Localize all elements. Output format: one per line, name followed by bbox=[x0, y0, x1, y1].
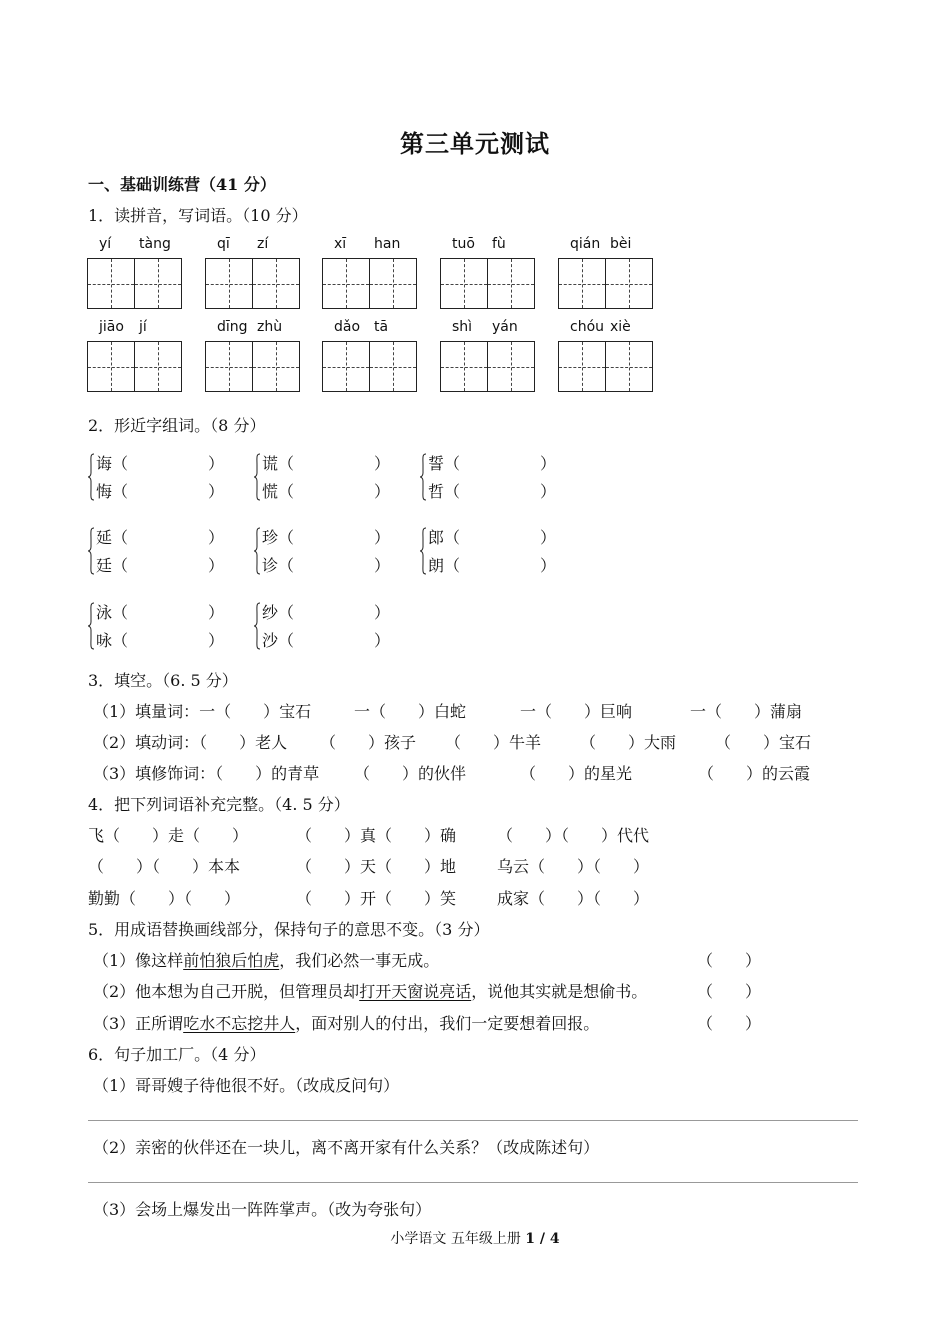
sentence-item bbox=[93, 1011, 599, 1034]
char-cell[interactable] bbox=[253, 259, 300, 308]
char-cell[interactable] bbox=[135, 342, 182, 391]
char-cell[interactable] bbox=[488, 259, 535, 308]
pinyin-label: fù bbox=[492, 236, 506, 252]
fill-blank[interactable]: （ ）的星光 bbox=[520, 764, 633, 783]
char-cell[interactable] bbox=[88, 342, 135, 391]
char-write-box[interactable] bbox=[87, 258, 182, 309]
q2-heading: 2．形近字组词。（8 分） bbox=[88, 416, 266, 435]
word-blank[interactable]: 诊（ ） bbox=[262, 556, 391, 575]
word-blank[interactable]: 谎（ ） bbox=[262, 454, 391, 473]
fill-blank[interactable]: （ ）宝石 bbox=[715, 733, 812, 752]
idiom-blank[interactable]: （ ）真（ ）确 bbox=[296, 826, 457, 845]
idiom-blank[interactable]: 乌云（ ）（ ） bbox=[497, 857, 650, 876]
char-write-box[interactable] bbox=[558, 341, 653, 392]
brace-icon bbox=[420, 527, 426, 575]
char-group bbox=[254, 525, 414, 579]
word-blank[interactable]: 沙（ ） bbox=[262, 631, 391, 650]
sentence-item bbox=[93, 948, 439, 971]
pinyin-label: yí bbox=[99, 236, 112, 252]
pinyin-label: dīng bbox=[217, 319, 248, 335]
word-blank[interactable]: 誓（ ） bbox=[428, 454, 557, 473]
word-blank[interactable]: 纱（ ） bbox=[262, 603, 391, 622]
pinyin-label: tuō bbox=[452, 236, 475, 252]
char-write-box[interactable] bbox=[205, 341, 300, 392]
word-blank[interactable]: 延（ ） bbox=[96, 528, 225, 547]
q4-heading: 4．把下列词语补充完整。（4. 5 分） bbox=[88, 795, 350, 814]
pinyin-label: xiè bbox=[610, 319, 631, 335]
brace-icon bbox=[88, 602, 94, 650]
char-cell[interactable] bbox=[253, 342, 300, 391]
char-cell[interactable] bbox=[370, 342, 417, 391]
pinyin-label: xī bbox=[334, 236, 347, 252]
word-blank[interactable]: 咏（ ） bbox=[96, 631, 225, 650]
q1-heading: 1．读拼音，写词语。（10 分） bbox=[88, 206, 308, 225]
fill-blank[interactable]: 一（ ）巨响 bbox=[520, 702, 633, 721]
word-blank[interactable]: 郎（ ） bbox=[428, 528, 557, 547]
answer-line bbox=[88, 1120, 858, 1121]
sentence-post: ，说他其实就是想偷书。 bbox=[471, 982, 648, 1001]
fill-blank[interactable]: （ ）牛羊 bbox=[445, 733, 542, 752]
pinyin-label: shì bbox=[452, 319, 473, 335]
char-write-box[interactable] bbox=[322, 258, 417, 309]
char-group bbox=[254, 451, 414, 505]
idiom-blank[interactable]: 飞（ ）走（ ） bbox=[88, 826, 249, 845]
word-blank[interactable]: 慌（ ） bbox=[262, 482, 391, 501]
page-footer bbox=[0, 1228, 950, 1248]
brace-icon bbox=[254, 602, 260, 650]
q5-heading: 5．用成语替换画线部分，保持句子的意思不变。（3 分） bbox=[88, 920, 490, 939]
word-blank[interactable]: 诲（ ） bbox=[96, 454, 225, 473]
word-blank[interactable]: 哲（ ） bbox=[428, 482, 557, 501]
answer-blank[interactable]: （ ） bbox=[697, 951, 762, 970]
idiom-blank[interactable]: （ ）开（ ）笑 bbox=[296, 889, 457, 908]
pinyin-label: yán bbox=[492, 319, 518, 335]
char-cell[interactable] bbox=[559, 259, 606, 308]
char-cell[interactable] bbox=[441, 342, 488, 391]
sentence-item bbox=[93, 979, 647, 1002]
char-cell[interactable] bbox=[488, 342, 535, 391]
pinyin-label: dǎo bbox=[334, 319, 361, 335]
word-blank[interactable]: 朗（ ） bbox=[428, 556, 557, 575]
char-group bbox=[420, 525, 580, 579]
underlined-phrase: 吃水不忘挖井人 bbox=[183, 1014, 296, 1033]
sentence-post: ，面对别人的付出，我们一定要想着回报。 bbox=[295, 1014, 600, 1033]
char-write-box[interactable] bbox=[440, 258, 535, 309]
page-number: 1 / 4 bbox=[525, 1231, 560, 1247]
char-cell[interactable] bbox=[606, 342, 653, 391]
section-heading: 一、基础训练营（41 分） bbox=[88, 175, 276, 194]
idiom-blank[interactable]: 成家（ ）（ ） bbox=[497, 889, 650, 908]
fill-blank[interactable]: （2）填动词：（ ）老人 bbox=[93, 733, 288, 752]
sentence-pre: （1）像这样 bbox=[93, 951, 184, 970]
char-cell[interactable] bbox=[370, 259, 417, 308]
fill-blank[interactable]: （ ）孩子 bbox=[320, 733, 417, 752]
idiom-blank[interactable]: （ ）（ ）代代 bbox=[497, 826, 650, 845]
sentence-post: ，我们必然一事无成。 bbox=[279, 951, 440, 970]
pinyin-label: zhù bbox=[257, 319, 283, 335]
char-cell[interactable] bbox=[88, 259, 135, 308]
pinyin-label: chóu bbox=[570, 319, 605, 335]
idiom-blank[interactable]: 勤勤（ ）（ ） bbox=[88, 889, 241, 908]
char-write-box[interactable] bbox=[322, 341, 417, 392]
char-group bbox=[254, 600, 414, 654]
char-cell[interactable] bbox=[606, 259, 653, 308]
fill-blank[interactable]: 一（ ）蒲扇 bbox=[690, 702, 803, 721]
word-blank[interactable]: 泳（ ） bbox=[96, 603, 225, 622]
char-write-box[interactable] bbox=[558, 258, 653, 309]
q6-item-1: （1）哥哥嫂子待他很不好。（改成反问句） bbox=[93, 1076, 400, 1095]
brace-icon bbox=[254, 527, 260, 575]
pinyin-label: jí bbox=[139, 319, 147, 335]
word-blank[interactable]: 悔（ ） bbox=[96, 482, 225, 501]
pinyin-label: qián bbox=[570, 236, 601, 252]
pinyin-label: bèi bbox=[610, 236, 632, 252]
pinyin-label: jiāo bbox=[99, 319, 124, 335]
fill-blank[interactable]: （3）填修饰词：（ ）的青草 bbox=[93, 764, 320, 783]
pinyin-label: tā bbox=[374, 319, 389, 335]
word-blank[interactable]: 廷（ ） bbox=[96, 556, 225, 575]
brace-icon bbox=[254, 453, 260, 501]
underlined-phrase: 前怕狼后怕虎 bbox=[183, 951, 280, 970]
pinyin-label: tàng bbox=[139, 236, 171, 252]
char-cell[interactable] bbox=[135, 259, 182, 308]
idiom-blank[interactable]: （ ）天（ ）地 bbox=[296, 857, 457, 876]
fill-blank[interactable]: （1）填量词：一（ ）宝石 bbox=[93, 702, 312, 721]
idiom-blank[interactable]: （ ）（ ）本本 bbox=[88, 857, 241, 876]
answer-blank[interactable]: （ ） bbox=[697, 1014, 762, 1033]
footer-text: 小学语文 五年级上册 bbox=[390, 1231, 526, 1247]
pinyin-label: zí bbox=[257, 236, 269, 252]
q6-item-3: （3）会场上爆发出一阵阵掌声。（改为夸张句） bbox=[93, 1200, 432, 1219]
fill-blank[interactable]: （ ）的云霞 bbox=[698, 764, 811, 783]
answer-blank[interactable]: （ ） bbox=[697, 982, 762, 1001]
char-group bbox=[88, 451, 248, 505]
sentence-pre: （3）正所谓 bbox=[93, 1014, 184, 1033]
answer-line bbox=[88, 1182, 858, 1183]
char-cell[interactable] bbox=[559, 342, 606, 391]
q6-heading: 6．句子加工厂。（4 分） bbox=[88, 1045, 266, 1064]
word-blank[interactable]: 珍（ ） bbox=[262, 528, 391, 547]
char-cell[interactable] bbox=[206, 342, 253, 391]
q6-item-2: （2）亲密的伙伴还在一块儿，离不离开家有什么关系？（改成陈述句） bbox=[93, 1138, 600, 1157]
fill-blank[interactable]: （ ）的伙伴 bbox=[354, 764, 467, 783]
brace-icon bbox=[88, 527, 94, 575]
pinyin-label: qī bbox=[217, 236, 230, 252]
char-cell[interactable] bbox=[206, 259, 253, 308]
char-cell[interactable] bbox=[441, 259, 488, 308]
pinyin-label: han bbox=[374, 236, 401, 252]
q3-heading: 3．填空。（6. 5 分） bbox=[88, 671, 238, 690]
underlined-phrase: 打开天窗说亮话 bbox=[359, 982, 472, 1001]
char-write-box[interactable] bbox=[440, 341, 535, 392]
char-cell[interactable] bbox=[323, 259, 370, 308]
char-group bbox=[88, 525, 248, 579]
brace-icon bbox=[420, 453, 426, 501]
char-group bbox=[88, 600, 248, 654]
page-title: 第三单元测试 bbox=[400, 129, 550, 158]
brace-icon bbox=[88, 453, 94, 501]
char-cell[interactable] bbox=[323, 342, 370, 391]
char-write-box[interactable] bbox=[87, 341, 182, 392]
fill-blank[interactable]: 一（ ）白蛇 bbox=[354, 702, 467, 721]
char-group bbox=[420, 451, 580, 505]
fill-blank[interactable]: （ ）大雨 bbox=[580, 733, 677, 752]
char-write-box[interactable] bbox=[205, 258, 300, 309]
sentence-pre: （2）他本想为自己开脱，但管理员却 bbox=[93, 982, 360, 1001]
